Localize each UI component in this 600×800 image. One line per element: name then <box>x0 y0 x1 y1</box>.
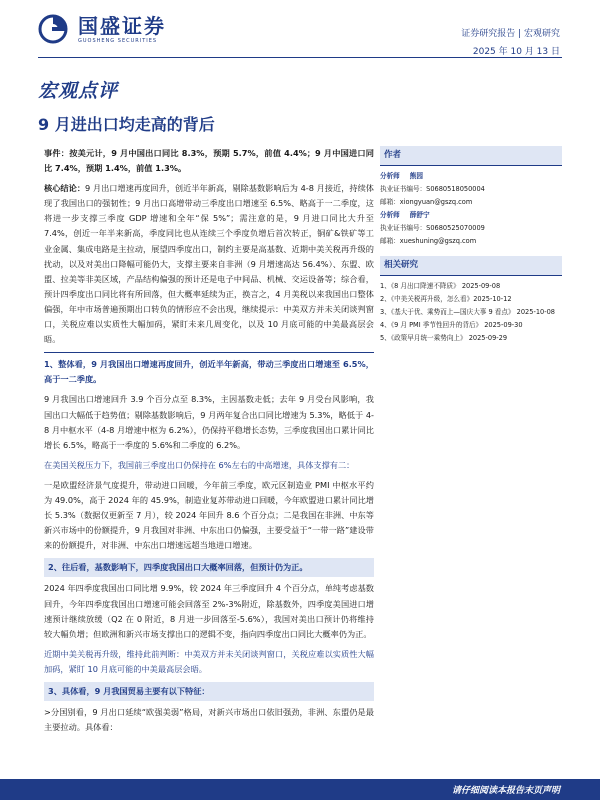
section1-heading: 1、整体看，9 月我国出口增速再度回升，创近半年新高，带动三季度出口增速至 6.5%，高于一二季度。 <box>44 359 374 385</box>
report-category: 宏观点评 <box>38 80 119 102</box>
section3-heading: 3、具体看，9 月我国贸易主要有以下特征： <box>44 682 374 701</box>
analyst-name: 熊园 <box>409 172 423 180</box>
core-conclusion-paragraph <box>44 181 374 347</box>
author-heading: 作者 <box>380 146 562 166</box>
section-divider <box>44 352 374 353</box>
core-label: 核心结论： <box>44 183 86 194</box>
section2-body: 2024 年四季度我国出口同比增 9.9%，较 2024 年三季度回升 4 个百分点，单纯考虑基数回升，今年四季度我国出口增速可能会回落至 2%-3%附近，除基数外，四季度美国进口增速预计继续放缓（Q2 在 0 附近，8 月进一步回落至-5.6%），我国对美出口预计仍将维持较大幅负增；但欧洲和新兴市场支撑出口的逻辑不变，指向四季度出口同比大概率仍为正。 <box>44 583 374 639</box>
company-logo <box>38 14 166 44</box>
analyst-email[interactable]: 邮箱：xiongyuan@gszq.com <box>380 198 473 206</box>
sidebar <box>380 146 562 345</box>
analyst-cert: 执业证书编号：S0680525070009 <box>380 224 485 232</box>
logo-mark-icon <box>38 14 72 44</box>
section2-heading: 2、往后看，基数影响下，四季度我国出口大概率回落，但预计仍为正。 <box>44 558 374 577</box>
logo-name: 国盛证券 <box>78 13 166 38</box>
report-type: 证券研究报告 | 宏观研究 <box>461 29 560 39</box>
analyst-block-2 <box>380 209 562 248</box>
report-header <box>0 0 600 58</box>
section1-body: 9 月我国出口增速回升 3.9 个百分点至 8.3%，主因基数走低；去年 9 月受台风影响，我国出口大幅低于趋势值；剔除基数影响后，9 月两年复合出口同比增速为 5.3%，略低于 4-8 月中枢水平（4-8 月增速中枢为 6.2%），仍保持平稳增长态势，三季度我国出口累计同比增长 6.5%，略高于一季度的 5.6%和二季度的 6.2%。 <box>44 394 374 450</box>
analyst-role: 分析师 <box>380 172 400 180</box>
related-research-item[interactable]: 2、《中美关税再升级，怎么看》2025-10-12 <box>380 295 512 303</box>
core-conclusion-text: 9 月出口增速再度回升，创近半年新高，剔除基数影响后为 4-8 月接近，持续体现了我国出口的强韧性；9 月出口高增带动三季度出口增速至 6.5%、略高于一二季度，这将进一步支撑三季度 GDP 增速和全年“保 5%”；需注意的是，9 月进口同比大升至 7.4%，创近一年半来新高，季度同比也从连续三个季度负增后首次转正，铜矿&铁矿等工业金属、集成电路是主拉动，展望四季度出口，制约主要是高基数、近期中美关税再升级的扰动，以及对美出口降幅可能仍大，支撑主要来自非洲（9 月增速高达 56.4%）、东盟、欧盟、拉美等非美区域，产品结构偏强的预计还是电子中间品、机械、交运设备等；综合看，预计四季度出口同比将有所回落，但大概率延续为正，换言之，4 月美税以来我国出口整体偏强，年中市场普遍预期出口转负的情形应不会出现，继续提示：中美双方并未关闭谈判窗口，关税应难以实质性大幅加码，紧盯未来几周变化，以及 10 月底可能的中美最高层会晤。 <box>44 183 374 345</box>
disclaimer-notice: 请仔细阅读本报告末页声明 <box>451 786 560 796</box>
section3-body: >分国别看，9 月出口延续“欧强美弱”格局，对新兴市场出口依旧强劲，非洲、东盟仍是最主要拉动。具体看： <box>44 707 374 733</box>
related-research-item[interactable]: 4、《9 月 PMI 季节性回升的背后》 2025-09-30 <box>380 321 523 329</box>
main-body <box>44 146 374 740</box>
logo-english-name: GUOSHENG SECURITIES <box>78 37 158 44</box>
report-footer <box>0 779 600 800</box>
related-research-heading: 相关研究 <box>380 256 562 276</box>
header-divider <box>38 57 562 58</box>
event-paragraph: 事件：按美元计，9 月中国出口同比 8.3%，预期 5.7%，前值 4.4%；9 月中国进口同比 7.4%，预期 1.4%，前值 1.3%。 <box>44 148 374 174</box>
analyst-email[interactable]: 邮箱：xueshuning@gszq.com <box>380 237 477 245</box>
report-title: 9 月进出口均走高的背后 <box>38 115 215 134</box>
analyst-cert: 执业证书编号：S0680518050004 <box>380 185 485 193</box>
analyst-block-1 <box>380 170 562 209</box>
analyst-role: 分析师 <box>380 211 400 219</box>
section2-note: 近期中美关税再升级，维持此前判断：中美双方并未关闭谈判窗口，关税应难以实质性大幅加码，紧盯 10 月底可能的中美最高层会晤。 <box>44 648 374 674</box>
section1-note: 在美国关税压力下，我国前三季度出口仍保持在 6%左右的中高增速，具体支撑有二： <box>44 459 355 470</box>
related-research-item[interactable]: 5、《政策早月统一乘势向上》 2025-09-29 <box>380 334 508 342</box>
section1-body-2: 一是欧盟经济景气度提升，带动进口回暖，今年前三季度，欧元区制造业 PMI 中枢水平约为 49.0%，高于 2024 年的 45.9%，制造业复苏带动进口回暖，今年欧盟进口累计同比增长 5.3%（数据仅更新至 7 月），较 2024 年回升 8.6 个百分点；二是我国在非洲、中东等新兴市场中的份额提升，9 月我国对非洲、中东出口仍偏强，主要受益于“一带一路”建设带来的份额提升，对非洲、中东出口增速远超当地进口增速。 <box>44 479 374 551</box>
analyst-name: 薛舒宁 <box>409 211 430 219</box>
related-research-item[interactable]: 3、《基大于优、乘势而上—国庆大事 9 看点》 2025-10-08 <box>380 308 555 316</box>
report-date: 2025 年 10 月 13 日 <box>472 47 560 57</box>
related-research-item[interactable]: 1、《8 月出口降速不降质》 2025-09-08 <box>380 282 501 290</box>
